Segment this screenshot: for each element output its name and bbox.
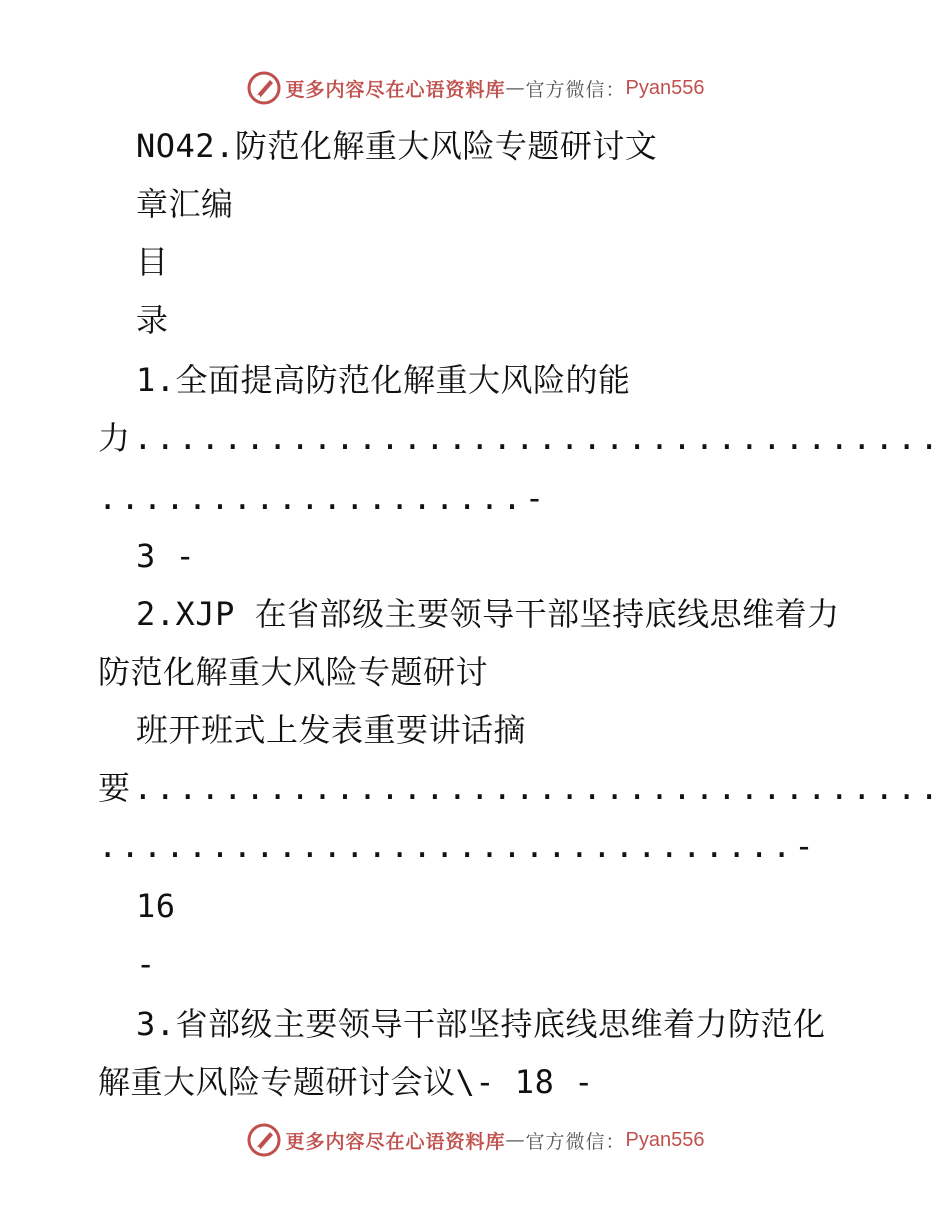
toc-heading-2: 录 (136, 301, 169, 339)
watermark-main-text: 更多内容尽在心语资料库 (285, 78, 506, 101)
watermark-banner-bottom (0, 1120, 950, 1160)
toc-entry-3-line-1: 3.省部级主要领导干部坚持底线思维着力防范化 (136, 1005, 826, 1043)
toc-entry-2-line-5: ...............................- (98, 827, 817, 865)
watermark-dash: — (505, 77, 526, 99)
toc-entry-2-line-4: 要.................................... (98, 769, 942, 807)
watermark-banner-top (0, 68, 950, 108)
watermark-sub-text: 官方微信： (525, 78, 626, 101)
toc-entry-1-line-2: 力.................................... (98, 419, 942, 457)
watermark-sub-text: 官方微信： (525, 1130, 626, 1153)
watermark-wechat-id: Pyan556 (625, 1128, 705, 1151)
toc-entry-2-page: 16 (136, 887, 176, 925)
toc-entry-1-line-3: ...................- (98, 479, 548, 517)
toc-entry-2-line-3: 班开班式上发表重要讲话摘 (136, 711, 527, 749)
toc-heading-1: 目 (136, 243, 169, 281)
watermark-main-text: 更多内容尽在心语资料库 (285, 1130, 506, 1153)
toc-entry-3-line-2: 解重大风险专题研讨会议\- 18 - (98, 1063, 594, 1101)
toc-entry-1-line-1: 1.全面提高防范化解重大风险的能 (136, 361, 631, 399)
toc-entry-2-line-1: 2.XJP 在省部级主要领导干部坚持底线思维着力 (136, 595, 840, 633)
toc-entry-1-page: 3 - (136, 537, 196, 575)
doc-title-line-1: NO42.防范化解重大风险专题研讨文 (136, 127, 658, 165)
watermark-wechat-id: Pyan556 (625, 76, 705, 99)
pen-logo-icon (246, 70, 282, 106)
toc-entry-2-line-2: 防范化解重大风险专题研讨 (98, 653, 489, 691)
toc-entry-2-dash: - (136, 945, 156, 983)
doc-title-line-2: 章汇编 (136, 185, 234, 223)
watermark-dash: — (505, 1129, 526, 1151)
pen-logo-icon (246, 1122, 282, 1158)
